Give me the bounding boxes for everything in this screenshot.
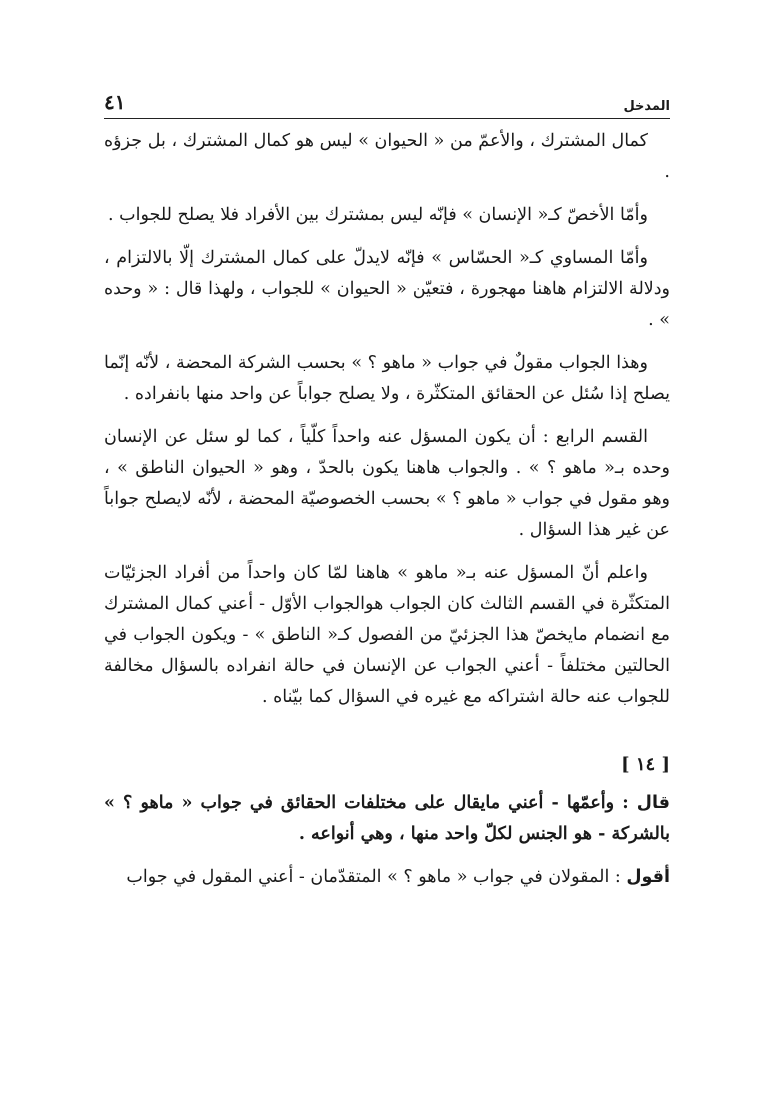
page-body (104, 126, 670, 905)
qala-paragraph (104, 788, 670, 850)
paragraph-4: وهذا الجواب مقولٌ في جواب « ماهو ؟ » بحسب الشركة المحضة ، لأنّه إنّما يصلح إذا سُئل عن الحقائق المتكثّرة ، ولا يصلح جواباً عن واحد منها بانفراده . (104, 353, 670, 404)
qala-text: : وأعمّها - أعني مايقال على مختلفات الحقائق في جواب « ماهو ؟ » بالشركة - هو الجنس لكلّ واحد منها ، وهي أنواعه . (104, 793, 670, 844)
running-header (104, 84, 670, 114)
aqulu-paragraph (104, 862, 670, 893)
paragraph-5: القسم الرابع : أن يكون المسؤل عنه واحداً كلّياً ، كما لو سئل عن الإنسان وحده بـ« ماهو ؟ » . والجواب هاهنا يكون بالحدّ ، وهو « الحيوان الناطق » ، وهو مقول في جواب « ماهو ؟ » بحسب الخصوصيّة المحضة ، لأنّه لايصلح جواباً عن غير هذا السؤال . (104, 427, 670, 540)
page-number: ٤١ (104, 90, 126, 114)
header-rule (104, 118, 670, 119)
aqulu-label: أقول (626, 867, 670, 887)
chapter-title: المدخل (623, 99, 670, 114)
paragraph-3: وأمّا المساوي كـ« الحسّاس » فإنّه لايدلّ على كمال المشترك إلّا بالالتزام ، ودلالة الالتزام هاهنا مهجورة ، فتعيّن « الحيوان » للجواب ، ولهذا قال : « وحده » . (104, 248, 670, 330)
section-marker: [ ١٤ ] (621, 754, 670, 775)
qala-label: قال (636, 793, 670, 813)
aqulu-text: : المقولان في جواب « ماهو ؟ » المتقدّمان - أعني المقول في جواب (126, 867, 621, 887)
paragraph-2: وأمّا الأخصّ كـ« الإنسان » فإنّه ليس بمشترك بين الأفراد فلا يصلح للجواب . (108, 205, 648, 225)
paragraph-1: كمال المشترك ، والأعمّ من « الحيوان » ليس هو كمال المشترك ، بل جزؤه . (104, 131, 670, 182)
paragraph-6: واعلم أنّ المسؤل عنه بـ« ماهو » هاهنا لمّا كان واحداً من أفراد الجزئيّات المتكثّرة في القسم الثالث كان الجواب هوالجواب الأوّل - أعني كمال المشترك مع انضمام مايخصّ هذا الجزئيّ من الفصول كـ« الناطق » - ويكون الجواب في الحالتين مختلفاً - أعني الجواب عن الإنسان في حالة انفراده بالسؤال مخالفة للجواب عنه حالة اشتراكه مع غيره في السؤال كما بيّناه . (104, 563, 670, 707)
